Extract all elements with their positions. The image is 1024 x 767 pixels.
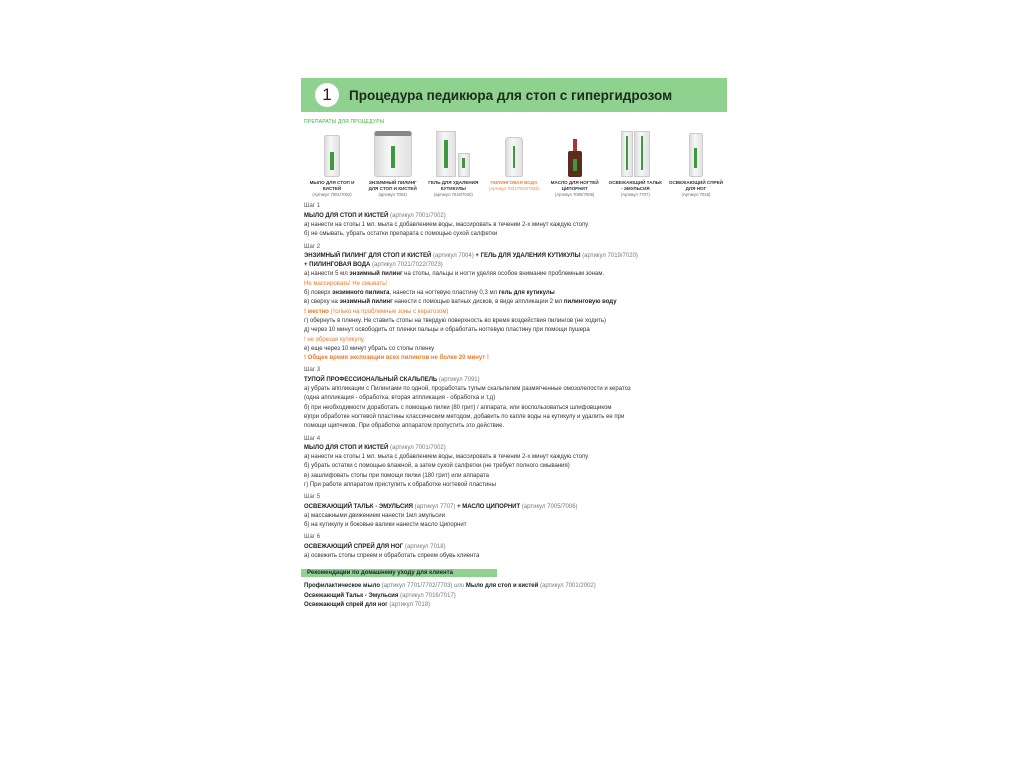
warning-text: ! местно (только на проблемные зоны с кератозом) xyxy=(304,308,449,315)
warning-text: ! Общее время экспозиции всех пилингов не более 20 минут ! xyxy=(304,355,489,362)
pump-bottle-icon xyxy=(505,137,523,177)
step-line: а) массажными движением нанести 1мл эмульсии xyxy=(304,512,445,519)
product-name: ЭНЗИМНЫЙ ПИЛИНГ ДЛЯ СТОП И КИСТЕЙ xyxy=(368,180,417,191)
steps-list xyxy=(301,202,727,561)
step-line: б) не смывать, убрать остатки препарата с помощью сухой салфетки xyxy=(304,231,498,238)
product-name: МЫЛО ДЛЯ СТОП И КИСТЕЙ xyxy=(309,180,355,191)
product-article: (Артикул 7707) xyxy=(620,191,650,197)
tube-icon xyxy=(621,131,633,177)
warning-text: ! не обрезая кутикулу xyxy=(304,336,364,343)
step-line: а) нанести 5 мл энзимный пилинг на стопы, пальцы и ногти уделяя особое внимание проблемным зонам. xyxy=(304,271,605,278)
product-talc-emulsion xyxy=(607,127,663,197)
step-article: (артикул 7019/7020) xyxy=(582,252,638,259)
step-heading: Шаг 1 xyxy=(304,203,321,210)
step-article: (артикул 7004) xyxy=(433,252,474,259)
step-product: ОСВЕЖАЮЩИЙ СПРЕЙ ДЛЯ НОГ xyxy=(304,543,404,550)
step-heading: Шаг 3 xyxy=(304,367,321,374)
step-line: е) еще через 10 минут убрать со стопы пленку xyxy=(304,345,435,352)
step-product: МЫЛО ДЛЯ СТОП И КИСТЕЙ xyxy=(304,444,389,451)
gel-box-icon xyxy=(436,131,456,177)
step-line: б) поверх энзимного пилинга, нанести на ногтевую пластину 0,3 мл гель для кутикулы xyxy=(304,290,555,297)
product-name: ПИЛИНГОВАЯ ВОДА xyxy=(490,180,538,185)
product-cuticle-gel xyxy=(425,127,481,197)
recommendations-list xyxy=(301,582,727,610)
product-name: ОСВЕЖАЮЩИЙ ТАЛЬК - ЭМУЛЬСИЯ xyxy=(608,180,662,191)
product-article: (артикул 7004) xyxy=(378,191,407,197)
step-heading: Шаг 5 xyxy=(304,494,321,501)
product-soap xyxy=(304,127,360,197)
spray-bottle-icon xyxy=(689,133,703,177)
step-line: в) сверху на энзимный пилинг нанести с помощью ватных дисков, в виде аппликации 2 мл пилинговую воду xyxy=(304,299,617,306)
step-2 xyxy=(304,243,727,364)
step-line: в) зашлифовать стопы при помощи пилки (180 грит) или аппарата xyxy=(304,472,489,479)
step-number-badge: 1 xyxy=(315,83,339,107)
step-line: б) на кутикулу и боковые валики нанести масло Ципорнит xyxy=(304,522,467,529)
step-product: МЫЛО ДЛЯ СТОП И КИСТЕЙ xyxy=(304,212,389,219)
soap-bottle-icon xyxy=(324,135,340,177)
product-nail-oil xyxy=(547,127,603,197)
product-article: (Артикул 7018) xyxy=(681,191,711,197)
page-title: Процедура педикюра для стоп с гипергидрозом xyxy=(349,87,673,103)
step-line: б) убрать остатки с помощью влажной, а затем сухой салфетки (не требует полного смывания) xyxy=(304,463,570,470)
recommendation-item: Профилактическое мыло (артикул 7701/7702/7703) или Мыло для стоп и кистей (артикул 7001/2002) xyxy=(304,583,596,590)
step-product: + МАСЛО ЦИПОРНИТ xyxy=(457,503,521,510)
product-name: ОСВЕЖАЮЩИЙ СПРЕЙ ДЛЯ НОГ xyxy=(668,180,723,191)
step-line: а) освежить стопы спреем и обработать спреем обувь клиента xyxy=(304,553,480,560)
step-line: помощи щипчиков. При обработке аппаратом пропустить это действие. xyxy=(304,423,505,430)
product-name: МАСЛО ДЛЯ НОГТЕЙ ЦИПОРНИТ xyxy=(550,180,599,191)
step-product: + ГЕЛЬ ДЛЯ УДАЛЕНИЯ КУТИКУЛЫ xyxy=(475,252,581,259)
product-article: (артикул 7019/7020) xyxy=(433,191,473,197)
step-line: а) убрать аппликации с Пилингами по одной, проработать тупым скальпелем размягченные омозолелости и кератоз xyxy=(304,386,631,393)
step-6 xyxy=(304,533,727,561)
step-line: г) При работе аппаратом приступить к обработке ногтевой пластины xyxy=(304,482,496,488)
procedure-page xyxy=(301,78,727,610)
product-name: ГЕЛЬ ДЛЯ УДАЛЕНИЯ КУТИКУЛЫ xyxy=(428,180,479,191)
step-article: (артикул 7091) xyxy=(438,376,480,383)
product-peeling-water xyxy=(486,127,542,197)
recommendations-banner: Рекомендации по домашнему уходу для клиента xyxy=(301,569,497,577)
step-line: б) при необходимости доработать с помощью пилки (80 грит) / аппарата, или воспользоваться шлифовщиком xyxy=(304,404,612,411)
step-heading: Шаг 2 xyxy=(304,243,321,250)
dropper-bottle-icon xyxy=(568,151,582,177)
step-4 xyxy=(304,435,727,491)
step-line: д) через 10 минут освободить от пленки пальцы и обработать ногтевую пластину при помощи пушера xyxy=(304,327,590,334)
step-line: в)при обработке ногтевой пластины классическим методом, добавить по капле воды на кутикулу и удалить ее при xyxy=(304,413,625,420)
step-article: (артикул 7001/7002) xyxy=(390,444,446,451)
step-line: а) нанести на стопы 1 мл. мыла с добавлением воды, массировать в течении 2-х минут каждую стопу xyxy=(304,454,589,461)
step-5 xyxy=(304,493,727,530)
jar-icon xyxy=(374,131,412,177)
warning-text: Не массировать! Не смывать! xyxy=(304,280,387,287)
step-product: ТУПОЙ ПРОФЕССИОНАЛЬНЫЙ СКАЛЬПЕЛЬ xyxy=(304,376,438,383)
step-product: ОСВЕЖАЮЩИЙ ТАЛЬК - ЭМУЛЬСИЯ xyxy=(304,503,413,510)
step-product: ЭНЗИМНЫЙ ПИЛИНГ ДЛЯ СТОП И КИСТЕЙ xyxy=(304,252,432,259)
products-row xyxy=(301,127,727,197)
step-heading: Шаг 6 xyxy=(304,534,321,541)
product-foot-spray xyxy=(668,127,724,197)
step-article: (артикул 7005/7006) xyxy=(521,503,578,510)
recommendation-item: Освежающий спрей для ног (артикул 7018) xyxy=(304,601,431,608)
step-line: (одна аппликация - обработка, вторая аппликация - обработка и т.д) xyxy=(304,395,496,402)
step-article: (артикул 7001/7002) xyxy=(390,212,446,219)
title-banner xyxy=(301,78,727,112)
step-article: (артикул 7707) xyxy=(414,503,456,510)
product-article: (Артикул 7005/7006) xyxy=(554,191,595,197)
step-article: (артикул 7018) xyxy=(404,543,446,550)
product-article: (Артикул 7001/7002) xyxy=(312,191,352,197)
preparations-label: ПРЕПАРАТЫ ДЛЯ ПРОЦЕДУРЫ xyxy=(304,119,385,125)
step-1 xyxy=(304,202,727,239)
step-heading: Шаг 4 xyxy=(304,435,321,442)
step-line: а) нанести на стопы 1 мл. мыла с добавлением воды, массировать в течении 2-х минут каждую стопу xyxy=(304,221,589,228)
step-article: (артикул 7021/7022/7023) xyxy=(372,262,443,269)
product-article: (Артикул 7021/7022/7023) xyxy=(489,185,539,191)
step-3 xyxy=(304,366,727,431)
step-product: + ПИЛИНГОВАЯ ВОДА xyxy=(304,262,371,269)
step-line: г) обернуть в пленку. Не ставить стопы на твердую поверхность во время воздействия пилингов (не ходить) xyxy=(304,317,606,324)
product-enzyme-peeling xyxy=(365,127,421,197)
recommendation-item: Освежающий Тальк - Эмульсия (артикул 7016/7017) xyxy=(304,592,456,599)
